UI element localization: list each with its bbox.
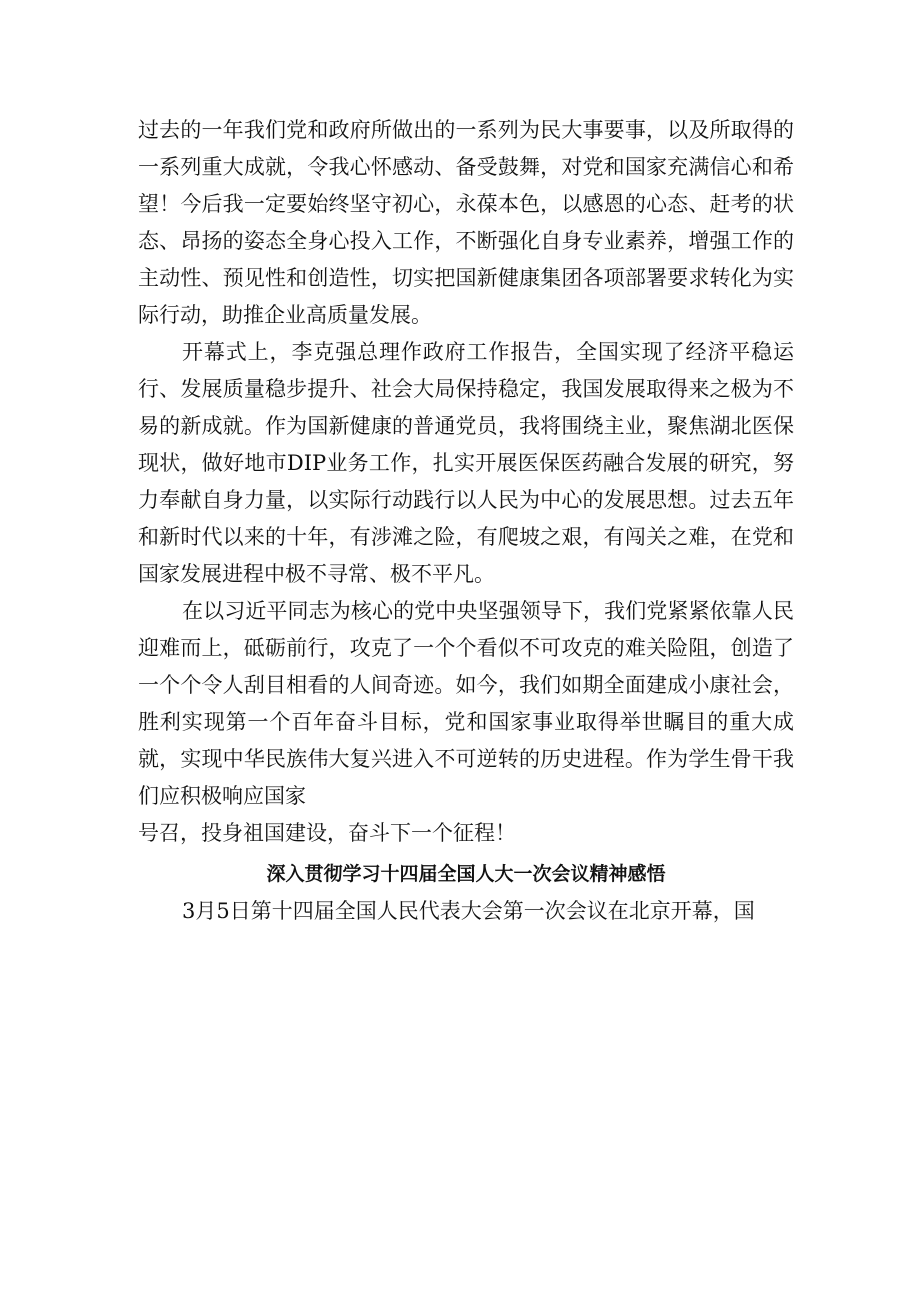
document-page (138, 112, 794, 930)
body-paragraph-3: 在以习近平同志为核心的党中央坚强领导下，我们党紧紧依靠人民迎难而上，砥砺前行，攻克了一个个看似不可攻克的难关险阻，创造了一个个令人刮目相看的人间奇迹。如今，我们如期全面建成小康社会，胜利实现第一个百年奋斗目标，党和国家事业取得举世瞩目的重大成就，实现中华民族伟大复兴进入不可逆转的历史进程。作为学生骨干我们应积极响应国家 (138, 599, 794, 808)
body-paragraph-2: 开幕式上，李克强总理作政府工作报告，全国实现了经济平稳运行、发展质量稳步提升、社会大局保持稳定，我国发展取得来之极为不易的新成就。作为国新健康的普通党员，我将围绕主业，聚焦湖北医保现状，做好地市DIP业务工作，扎实开展医保医药融合发展的研究，努力奉献自身力量，以实际行动践行以人民为中心的发展思想。过去五年和新时代以来的十年，有涉滩之险，有爬坡之艰，有闯关之难，在党和国家发展进程中极不寻常、极不平凡。 (138, 340, 794, 586)
continuation-line: 号召，投身祖国建设，奋斗下一个征程！ (138, 821, 516, 845)
body-paragraph-1: 过去的一年我们党和政府所做出的一系列为民大事要事，以及所取得的一系列重大成就，令我心怀感动、备受鼓舞，对党和国家充满信心和希望！今后我一定要始终坚守初心，永葆本色，以感恩的心态、赶考的状态、昂扬的姿态全身心投入工作，不断强化自身专业素养，增强工作的主动性、预见性和创造性，切实把国新健康集团各项部署要求转化为实际行动，助推企业高质量发展。 (138, 118, 794, 327)
section-first-paragraph: 3月5日第十四届全国人民代表大会第一次会议在北京开幕，国 (182, 899, 755, 923)
section-heading: 深入贯彻学习十四届全国人大一次会议精神感悟 (266, 863, 666, 885)
